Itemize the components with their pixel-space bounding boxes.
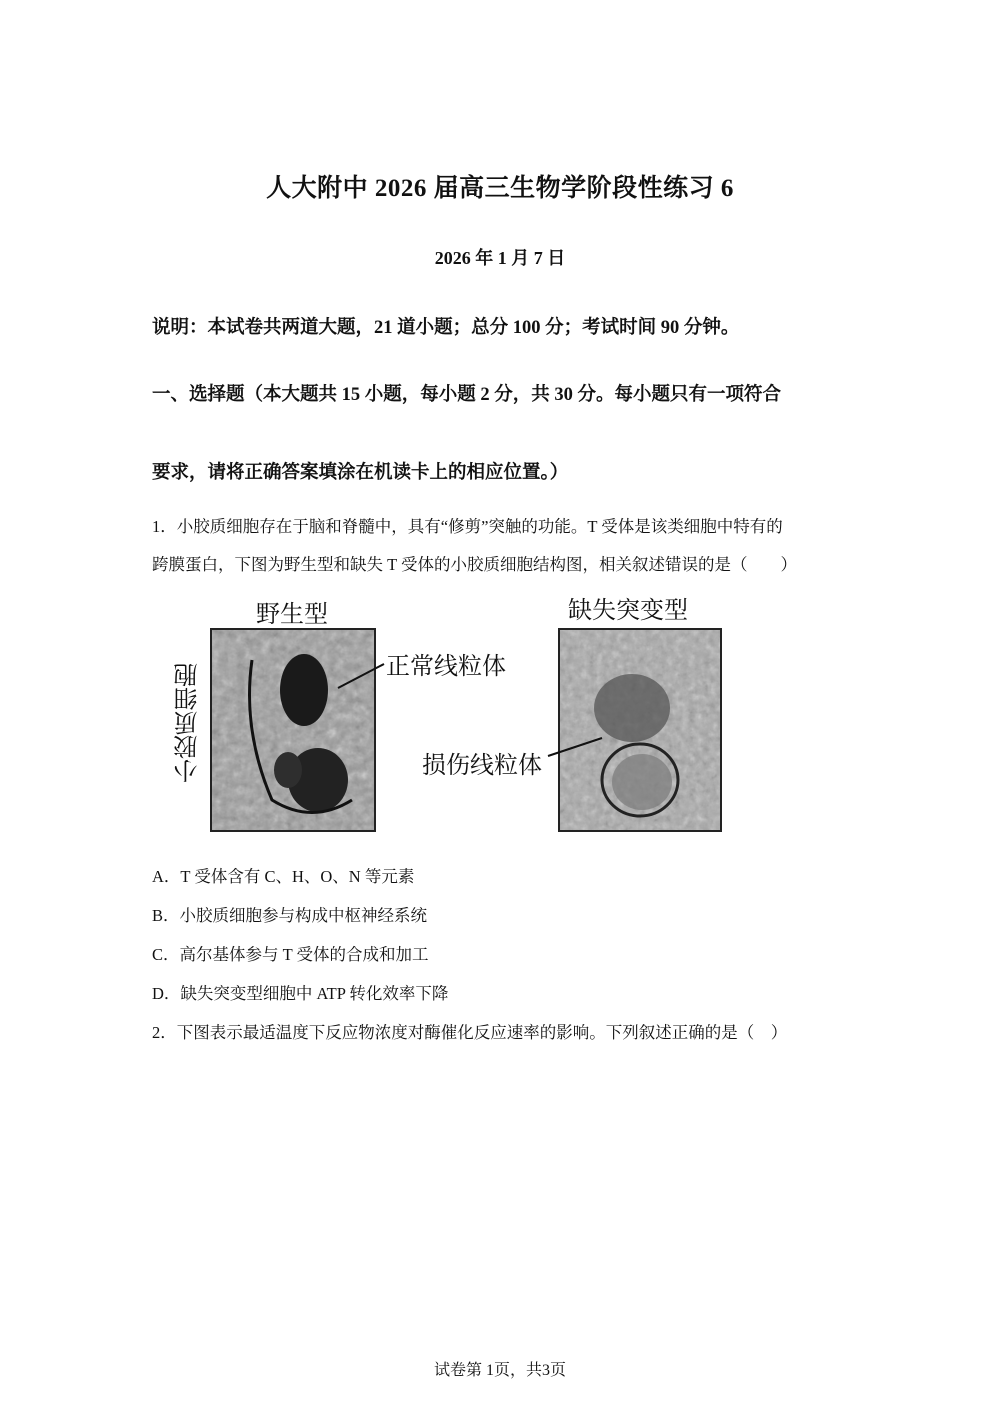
option-c: C．高尔基体参与 T 受体的合成和加工: [152, 945, 429, 964]
damaged-mitochondria-label: 损伤线粒体: [422, 751, 542, 779]
page-title: 人大附中 2026 届高三生物学阶段性练习 6: [266, 175, 734, 202]
question2-stem: 2．下图表示最适温度下反应物浓度对酶催化反应速率的影响。下列叙述正确的是（ ）: [152, 1023, 788, 1042]
section-heading-line1: 一、选择题（本大题共 15 小题，每小题 2 分，共 30 分。每小题只有一项符合: [152, 385, 782, 405]
option-b: B．小胶质细胞参与构成中枢神经系统: [152, 906, 428, 925]
mutant-label: 缺失突变型: [568, 596, 688, 624]
option-a: A．T 受体含有 C、H、O、N 等元素: [152, 867, 415, 886]
page-footer: 试卷第 1页，共3页: [433, 1362, 566, 1379]
section-heading-line2: 要求，请将正确答案填涂在机读卡上的相应位置。）: [152, 463, 569, 483]
cell-label: 小胶质细胞: [174, 663, 202, 783]
question1-stem-line2: 跨膜蛋白，下图为野生型和缺失 T 受体的小胶质细胞结构图，相关叙述错误的是（ ）: [152, 555, 798, 574]
wild-type-label: 野生型: [256, 600, 328, 628]
question1-figure: [150, 588, 850, 843]
instructions: 说明：本试卷共两道大题，21 道小题；总分 100 分；考试时间 90 分钟。: [152, 318, 740, 338]
exam-date: 2026 年 1 月 7 日: [434, 248, 566, 268]
question1-stem-line1: 1．小胶质细胞存在于脑和脊髓中，具有“修剪”突触的功能。T 受体是该类细胞中特有的: [152, 517, 783, 536]
option-d: D．缺失突变型细胞中 ATP 转化效率下降: [152, 984, 449, 1003]
normal-mitochondria-label: 正常线粒体: [386, 652, 506, 680]
label-pointer-lines: [150, 588, 850, 843]
